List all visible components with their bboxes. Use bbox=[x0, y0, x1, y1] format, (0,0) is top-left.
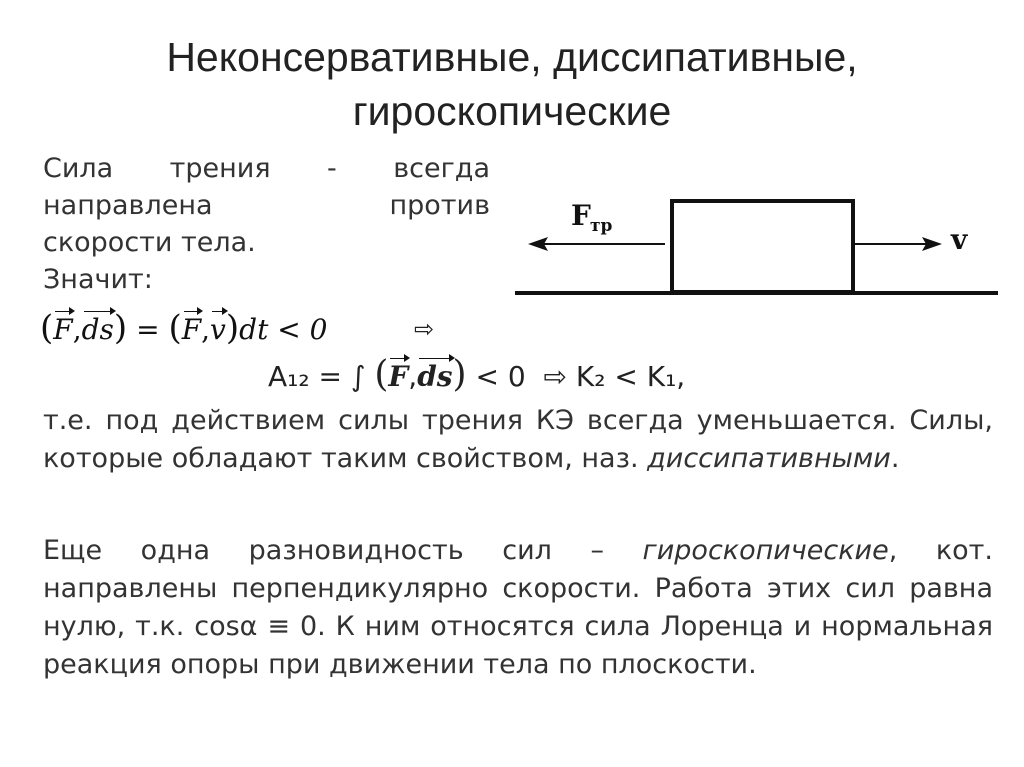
title-line-1: Неконсервативные, диссипативные, bbox=[166, 34, 858, 80]
formula-work-integral: A₁₂ = ∫ (F,ds) < 0 ⇨ K₂ < K₁, bbox=[268, 354, 686, 395]
slide-title bbox=[0, 30, 1024, 138]
vec-ds-bold: ds bbox=[417, 357, 452, 397]
gyroscopic-intro: Еще одна разновидность сил – bbox=[43, 535, 643, 566]
implies-arrow-icon: ⇨ bbox=[414, 315, 435, 343]
force-label: F bbox=[571, 199, 591, 232]
work-prefix: A₁₂ = ∫ bbox=[268, 360, 366, 393]
vec-ds: ds bbox=[82, 310, 114, 350]
intro-paragraph bbox=[43, 150, 490, 298]
dissipative-end: . bbox=[890, 443, 900, 474]
work-lt-zero: < 0 bbox=[466, 360, 526, 393]
title-line-2: гироскопические bbox=[352, 88, 672, 134]
vec-F-bold: F bbox=[388, 357, 408, 397]
force-subscript: тр bbox=[590, 216, 613, 236]
dissipative-term: диссипативными bbox=[647, 443, 891, 474]
kinetic-energy-result: K₂ < K₁, bbox=[575, 360, 686, 393]
dissipative-paragraph bbox=[43, 402, 993, 478]
friction-diagram bbox=[510, 190, 1000, 300]
gyroscopic-paragraph bbox=[43, 532, 993, 684]
vec-F-1: F bbox=[53, 310, 72, 350]
dissipative-text: т.е. под действием силы трения КЭ всегда уменьшается. Силы, которые обладают таким свойством, наз. bbox=[43, 405, 993, 474]
block-rect bbox=[672, 201, 853, 292]
intro-line-2: направлена против bbox=[43, 190, 490, 221]
gyroscopic-term: гироскопические bbox=[642, 535, 889, 566]
velocity-label: v bbox=[951, 223, 968, 256]
vec-F-2: F bbox=[182, 310, 201, 350]
intro-line-3: скорости тела. bbox=[43, 227, 256, 258]
formula1-tail: dt < 0 bbox=[239, 313, 328, 346]
vec-v: v bbox=[210, 310, 226, 350]
formula-scalar-product: (F,ds) = (F,v)dt < 0 bbox=[40, 308, 328, 348]
intro-line-4: Значит: bbox=[43, 264, 153, 295]
gyroscopic-text: , кот. направлены перпендикулярно скорости. Работа этих сил равна нулю, т.к. cosα ≡ 0. К ним относятся сила Лоренца и нормальная реакция опоры при движении тела по плоскости. bbox=[43, 535, 993, 680]
implies-arrow-icon-2: ⇨ bbox=[543, 360, 567, 393]
intro-line-1: Сила трения - всегда bbox=[43, 153, 490, 184]
